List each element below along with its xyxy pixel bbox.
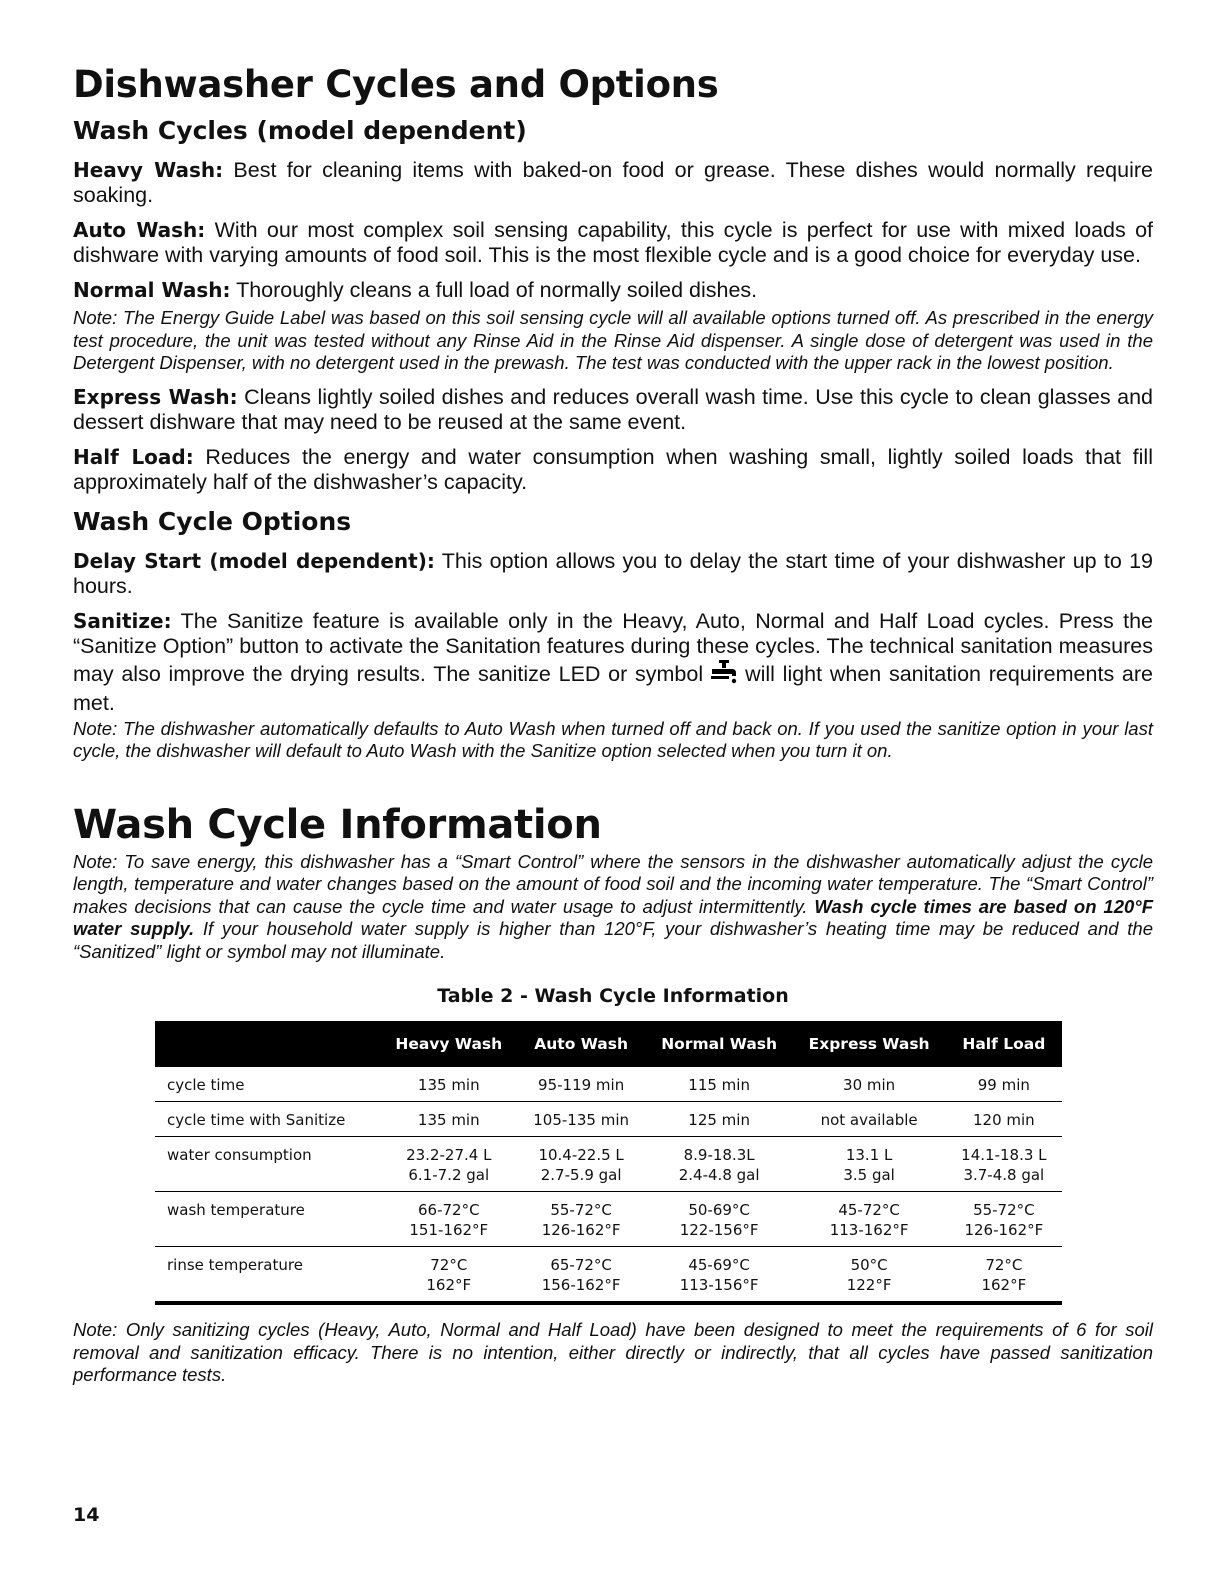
normal-wash-term: Normal Wash:: [73, 278, 231, 302]
table-row: [155, 1067, 1062, 1102]
sanitize-paragraph: [73, 609, 1153, 716]
options-heading: Wash Cycle Options: [73, 506, 352, 536]
row-label: water consumption: [155, 1137, 381, 1192]
wash-cycle-table: [155, 1021, 1062, 1305]
sanitize-term: Sanitize:: [73, 608, 172, 633]
table-cell: 135 min: [381, 1067, 517, 1102]
auto-wash-text: With our most complex soil sensing capability, this cycle is perfect for use with mixed loads of dishware with varying amounts of food soil. This is the most flexible cycle and is a good choice for everyday use.: [73, 218, 1153, 267]
table-row: [155, 1102, 1062, 1137]
express-wash-text: Cleans lightly soiled dishes and reduces overall wash time. Use this cycle to clean glasses and dessert dishware that may need to be reused at the same event.: [73, 384, 1153, 434]
energy-guide-note: Note: The Energy Guide Label was based on this soil sensing cycle will all available options turned off. As prescribed in the energy test procedure, the unit was tested without any Rinse Aid in the Rinse Aid dispenser. A single dose of detergent was used in the Detergent Dispenser, with no detergent used in the prewash. The test was conducted with the upper rack in the lowest position.: [73, 307, 1153, 373]
table-cell: 50-69°C 122-156°F: [646, 1192, 793, 1247]
table-cell: 95-119 min: [517, 1067, 646, 1102]
table-cell: 65-72°C 156-162°F: [517, 1247, 646, 1304]
table-cell: 125 min: [646, 1102, 793, 1137]
table-cell: 115 min: [646, 1067, 793, 1102]
table-cell: 55-72°C 126-162°F: [517, 1192, 646, 1247]
table-cell: 30 min: [793, 1067, 946, 1102]
sanitize-text-before: The Sanitize feature is available only in the Heavy, Auto, Normal and Half Load cycles. Press the “Sanitize Option” button to activate the Sanitation features during these cycles. The technical sanitation measures may also improve the drying results. The sanitize LED or symbol: [73, 608, 1153, 686]
column-header: Express Wash: [793, 1021, 946, 1067]
table-header-row: [155, 1021, 1062, 1067]
page-number: 14: [73, 1504, 100, 1526]
table-body: [155, 1067, 1062, 1303]
sanitize-note: Note: The dishwasher automatically defaults to Auto Wash when turned off and back on. If you used the sanitize option in your last cycle, the dishwasher will default to Auto Wash with the Sanitize option selected when you turn it on.: [73, 717, 1153, 761]
table-cell: 105-135 min: [517, 1102, 646, 1137]
table-cell: 120 min: [946, 1102, 1062, 1137]
row-label: wash temperature: [155, 1192, 381, 1247]
normal-wash-text: Thoroughly cleans a full load of normally soiled dishes.: [236, 278, 758, 302]
half-load-term: Half Load:: [73, 444, 194, 469]
column-header: Normal Wash: [646, 1021, 793, 1067]
normal-wash-paragraph: [73, 278, 1153, 303]
delay-start-term: Delay Start (model dependent):: [73, 548, 435, 573]
table-cell: 72°C 162°F: [381, 1247, 517, 1304]
row-label: cycle time: [155, 1067, 381, 1102]
auto-wash-term: Auto Wash:: [73, 218, 206, 242]
table-caption: Table 2 - Wash Cycle Information: [437, 985, 789, 1007]
row-label: cycle time with Sanitize: [155, 1102, 381, 1137]
sanitize-faucet-icon: [709, 659, 739, 691]
auto-wash-paragraph: [73, 218, 1153, 268]
heavy-wash-paragraph: [73, 158, 1153, 208]
table-cell: 23.2-27.4 L 6.1-7.2 gal: [381, 1137, 517, 1192]
table-cell: not available: [793, 1102, 946, 1137]
table-cell: 55-72°C 126-162°F: [946, 1192, 1062, 1247]
table-cell: 13.1 L 3.5 gal: [793, 1137, 946, 1192]
smart-control-note-end: If your household water supply is higher than 120°F, your dishwasher’s heating time may be reduced and the “Sanitized” light or symbol may not illuminate.: [73, 918, 1153, 962]
column-header: [155, 1021, 381, 1067]
table-cell: 99 min: [946, 1067, 1062, 1102]
table-cell: 135 min: [381, 1102, 517, 1137]
express-wash-paragraph: [73, 385, 1153, 435]
smart-control-note: [73, 851, 1153, 964]
table-cell: 45-72°C 113-162°F: [793, 1192, 946, 1247]
sanitize-text-after: will light when sanitation requirements are met.: [73, 661, 1153, 715]
table-row: [155, 1137, 1062, 1192]
delay-start-text: This option allows you to delay the start time of your dishwasher up to 19 hours.: [73, 548, 1153, 598]
info-heading: Wash Cycle Information: [73, 801, 602, 848]
heavy-wash-term: Heavy Wash:: [73, 158, 224, 182]
page: [73, 60, 1153, 1397]
table-cell: 66-72°C 151-162°F: [381, 1192, 517, 1247]
table-cell: 10.4-22.5 L 2.7-5.9 gal: [517, 1137, 646, 1192]
smart-control-note-start: Note: To save energy, this dishwasher has a “Smart Control” where the sensors in the dishwasher automatically adjust the cycle length, temperature and water changes based on the amount of food soil and the incoming water temperature. The “Smart Control” makes decisions that can cause the cycle time and water usage to adjust intermittently.: [73, 850, 1153, 917]
smart-control-note-bold: Wash cycle times are based on 120°F water supply.: [73, 895, 1154, 939]
delay-start-paragraph: [73, 549, 1153, 599]
column-header: Half Load: [946, 1021, 1062, 1067]
half-load-text: Reduces the energy and water consumption when washing small, lightly soiled loads that fill approximately half of the dishwasher’s capacity.: [73, 444, 1153, 494]
table-row: [155, 1192, 1062, 1247]
column-header: Heavy Wash: [381, 1021, 517, 1067]
page-title: Dishwasher Cycles and Options: [73, 63, 719, 106]
express-wash-term: Express Wash:: [73, 384, 238, 409]
wash-cycles-heading: Wash Cycles (model dependent): [73, 116, 527, 145]
table-cell: 45-69°C 113-156°F: [646, 1247, 793, 1304]
heavy-wash-text: Best for cleaning items with baked-on food or grease. These dishes would normally require soaking.: [73, 158, 1153, 207]
half-load-paragraph: [73, 445, 1153, 495]
table-cell: 14.1-18.3 L 3.7-4.8 gal: [946, 1137, 1062, 1192]
footer-note: Note: Only sanitizing cycles (Heavy, Auto, Normal and Half Load) have been designed to meet the requirements of 6 for soil removal and sanitization efficacy. There is no intention, either directly or indirectly, that all cycles have passed sanitization performance tests.: [73, 1319, 1153, 1385]
table-row: [155, 1247, 1062, 1304]
row-label: rinse temperature: [155, 1247, 381, 1304]
column-header: Auto Wash: [517, 1021, 646, 1067]
table-cell: 72°C 162°F: [946, 1247, 1062, 1304]
table-cell: 8.9-18.3L 2.4-4.8 gal: [646, 1137, 793, 1192]
table-cell: 50°C 122°F: [793, 1247, 946, 1304]
